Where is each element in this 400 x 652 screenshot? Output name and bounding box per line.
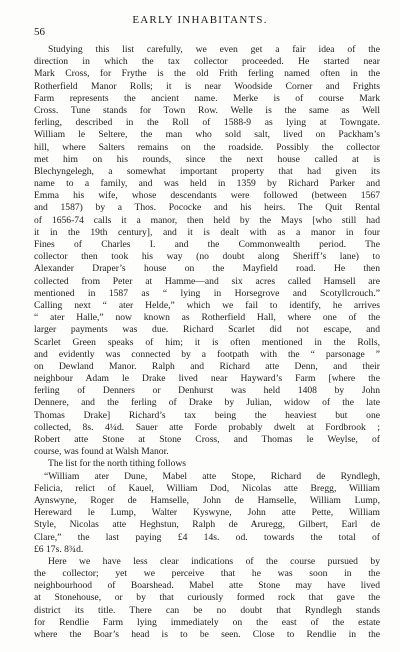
text-line: ferling of Denners or Denhurst was held 1408 by John: [34, 385, 380, 397]
text-line: where the Boar’s head is to be seen. Close to Rendlie in the: [34, 629, 380, 640]
text-line: course, was found at Walsh Manor.: [34, 446, 169, 458]
text-line: larger payments was due. Richard Scarlet did not escape, and: [34, 324, 380, 336]
text-line: “William ater Dune, Mabel atte Stope, Richard de Ryndlegh,: [44, 470, 380, 482]
text-line: district its title. There can be no doubt that Ryndlegh stands: [34, 604, 380, 616]
text-line: on Dewland Manor. Ralph and Richard atte Denn, and their: [34, 360, 380, 372]
text-line: it in the 19th century], and it is dealt with as a manor in four: [34, 226, 380, 238]
text-line: Felicia, relict of Kauel, William Dod, Nicolas atte Bregg, William: [34, 482, 380, 494]
text-line: Hereward le Lump, Walter Kyswyne, John atte Pette, William: [34, 507, 380, 519]
page-header: [0, 14, 400, 36]
text-line: Mark Cross, for Frythe is the old Frith ferling named often in the: [34, 68, 380, 80]
text-line: Calling next “ ater Helde,” which we fail to identify, he arrives: [34, 299, 380, 311]
text-line: mentioned in 1587 as “ lying in Horsegrove and Scotyllcrouch.”: [34, 287, 380, 299]
text-line: £6 17s. 8¾d.: [34, 543, 84, 555]
text-line: Rotherfield Manor Rolls; it is near Woodside Corner and Frights: [34, 80, 380, 92]
running-title: EARLY INHABITANTS.: [132, 14, 268, 26]
text-line: Emma his wife, whose descendants were followed (between 1567: [34, 190, 380, 202]
text-line: Alexander Draper’s house on the Mayfield road. He then: [34, 263, 380, 275]
text-line: hill, where Salters remains on the roadside. Possibly the collector: [34, 141, 380, 153]
text-line: collected from Peter at Hamme—and six acres called Hamsell are: [34, 275, 380, 287]
text-line: The list for the north tithing follows: [48, 458, 187, 470]
text-line: Blechyngelegh, a somewhat important property that had given its: [34, 165, 380, 177]
text-line: Fines of Charles I. and the Commonwealth period. The: [34, 239, 380, 250]
text-line: Clare,” the last paying £4 14s. od. towards the total of: [34, 531, 380, 543]
text-line: Style, Nicolas atte Heghstun, Ralph de Aruregg, Gilbert, Earl de: [34, 519, 380, 531]
text-line: direction in which the tax collector proceeded. He started near: [34, 56, 380, 68]
text-line: Here we have less clear indications of the course pursued by: [48, 555, 380, 567]
text-line: the collector; yet we perceive that he was soon in the: [34, 568, 380, 580]
text-line: and 1587) by a Thos. Pococke and his heirs. The Quit Rental: [34, 202, 380, 214]
text-line: Cross. Tune stands for Town Row. Welle is the same as Well: [34, 104, 380, 116]
text-line: and evidently was connected by a footpath with the “ parsonage ”: [34, 348, 380, 360]
text-line: “ ater Halle,” now known as Rotherfield Hall, where one of the: [34, 312, 380, 324]
text-line: met him on his rounds, since the next house called at is: [34, 153, 380, 165]
text-line: collector then took his way (no doubt along Sheriff’s lane) to: [34, 251, 380, 263]
text-line: Thomas Drake] Richard’s tax being the heaviest but one: [34, 409, 380, 421]
text-line: Farm represents the ancient name. Merke is of course Mark: [34, 92, 380, 104]
text-line: Studying this list carefully, we even get a fair idea of the: [48, 44, 380, 55]
text-line: Dennere, and the ferling of Drake by Julian, widow of the late: [34, 397, 380, 409]
text-line: Aynswyne, Roger de Hamselle, John de Hamselle, William Lump,: [34, 494, 380, 506]
body-text: [34, 44, 380, 644]
text-line: William le Seltere, the man who sold salt, lived on Packham’s: [34, 129, 380, 141]
text-line: neighbour Adam le Drake lived near Hayward’s Farm [where the: [34, 373, 380, 385]
text-line: name to a family, and was held in 1359 by Richard Parker and: [34, 178, 380, 190]
text-line: for Rendlie Farm lying immediately on the east of the estate: [34, 616, 380, 628]
text-line: neighbourhood of Boarshead. Mabel atte Stone may have lived: [34, 580, 380, 592]
text-line: at Stonehouse, or by that curiously formed rock that gave the: [34, 592, 380, 604]
text-line: of 1656-74 calls it a manor, then held by the Mays [who still had: [34, 214, 380, 226]
text-line: Scarlet Green speaks of him; it is often mentioned in the Rolls,: [34, 336, 380, 348]
text-line: collected, 8s. 4¼d. Sauer atte Forde probably dwelt at Fordbrook ;: [34, 421, 380, 433]
page-number: 56: [34, 26, 45, 38]
text-line: ferling, described in the Roll of 1588-9 as lying at Towngate.: [34, 117, 380, 129]
text-line: Robert atte Stone at Stone Cross, and Thomas le Weylse, of: [34, 434, 380, 445]
